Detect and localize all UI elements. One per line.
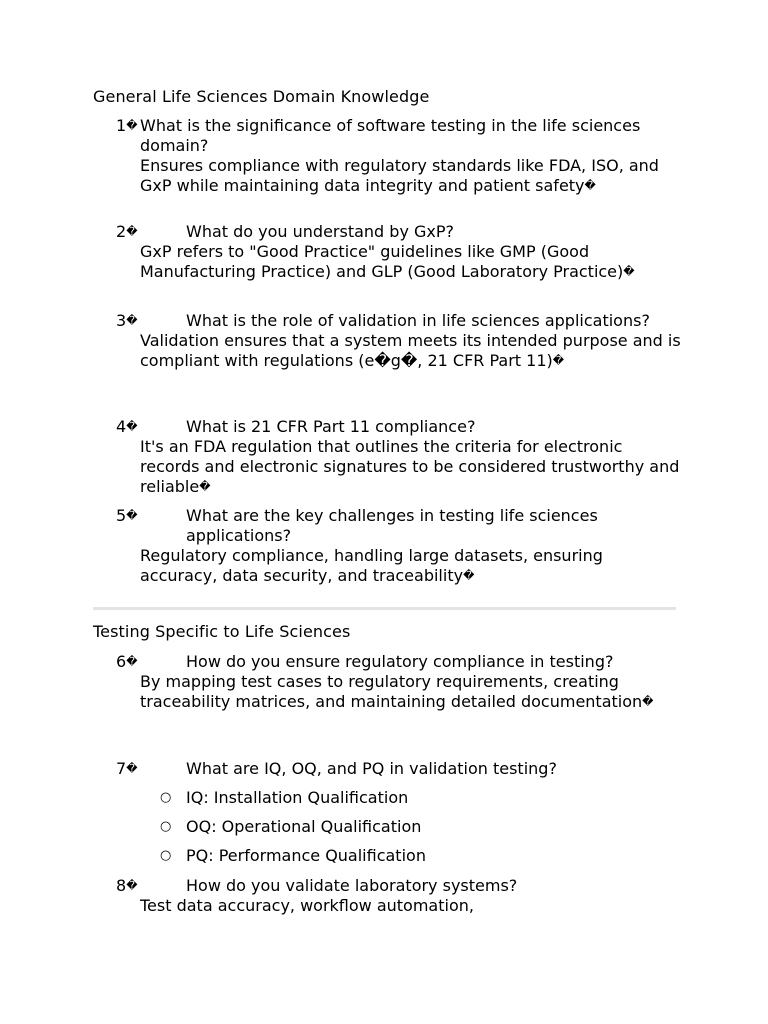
list-item-text: IQ: Installation Qualification [186, 788, 409, 807]
missing-glyph-icon: � [126, 762, 138, 775]
missing-glyph-icon: � [584, 179, 596, 192]
section-title: General Life Sciences Domain Knowledge [93, 87, 430, 106]
answer-text: Ensures compliance with regulatory standards like FDA, ISO, and GxP while maintaining data integrity and patient safety� [140, 156, 659, 195]
list-item-text: PQ: Performance Qualification [186, 846, 426, 865]
question-text: What is the significance of software testing in the life sciences domain? [140, 116, 641, 155]
missing-glyph-icon: � [126, 314, 138, 327]
question-number: 5� [116, 506, 138, 525]
question-number: 3� [116, 311, 138, 330]
question-text: How do you validate laboratory systems? [186, 876, 518, 895]
circle-bullet-icon: ○ [160, 848, 172, 863]
section-divider [93, 607, 676, 610]
missing-glyph-icon: � [199, 480, 211, 493]
qa-item-1 [116, 116, 686, 196]
question-text: How do you ensure regulatory compliance in testing? [186, 652, 614, 671]
missing-glyph-icon: � [126, 509, 138, 522]
question-number: 4� [116, 417, 138, 436]
answer-text: Test data accuracy, workflow automation, [140, 896, 474, 915]
answer-text: Regulatory compliance, handling large datasets, ensuring accuracy, data security, and traceability� [140, 546, 603, 585]
question-number: 1� [116, 116, 138, 135]
qa-item-2 [116, 222, 686, 282]
qa-item-7 [116, 759, 686, 779]
list-item [160, 817, 421, 837]
question-text: What are the key challenges in testing life sciences applications? [186, 506, 598, 545]
qa-item-4 [116, 417, 686, 497]
missing-glyph-icon: � [126, 119, 138, 132]
question-number: 6� [116, 652, 138, 671]
missing-glyph-icon: � [642, 695, 654, 708]
question-text: What is the role of validation in life sciences applications? [186, 311, 650, 330]
qa-item-5 [116, 506, 686, 586]
question-text: What are IQ, OQ, and PQ in validation testing? [186, 759, 557, 778]
list-item [160, 846, 426, 866]
missing-glyph-icon: � [463, 569, 475, 582]
answer-text: GxP refers to "Good Practice" guidelines like GMP (Good Manufacturing Practice) and GLP (Good Laboratory Practice)� [140, 242, 635, 281]
qa-item-3 [116, 311, 686, 371]
answer-text: By mapping test cases to regulatory requirements, creating traceability matrices, and maintaining detailed documentation� [140, 672, 654, 711]
missing-glyph-icon: � [126, 225, 138, 238]
question-number: 2� [116, 222, 138, 241]
answer-text: It's an FDA regulation that outlines the criteria for electronic records and electronic signatures to be considered trustworthy and reliable� [140, 437, 680, 496]
missing-glyph-icon: � [623, 265, 635, 278]
missing-glyph-icon: � [126, 655, 138, 668]
question-text: What do you understand by GxP? [186, 222, 455, 241]
list-item [160, 788, 408, 808]
question-number: 7� [116, 759, 138, 778]
circle-bullet-icon: ○ [160, 790, 172, 805]
list-item-text: OQ: Operational Qualification [186, 817, 422, 836]
question-text: What is 21 CFR Part 11 compliance? [186, 417, 476, 436]
missing-glyph-icon: � [126, 420, 138, 433]
answer-text: Validation ensures that a system meets its intended purpose and is compliant with regulations (e�g�, 21 CFR Part 11)� [140, 331, 681, 370]
question-number: 8� [116, 876, 138, 895]
missing-glyph-icon: � [552, 354, 565, 367]
section-title: Testing Specific to Life Sciences [93, 622, 351, 641]
missing-glyph-icon: � [126, 879, 138, 892]
qa-item-8 [116, 876, 686, 916]
qa-item-6 [116, 652, 686, 712]
circle-bullet-icon: ○ [160, 819, 172, 834]
